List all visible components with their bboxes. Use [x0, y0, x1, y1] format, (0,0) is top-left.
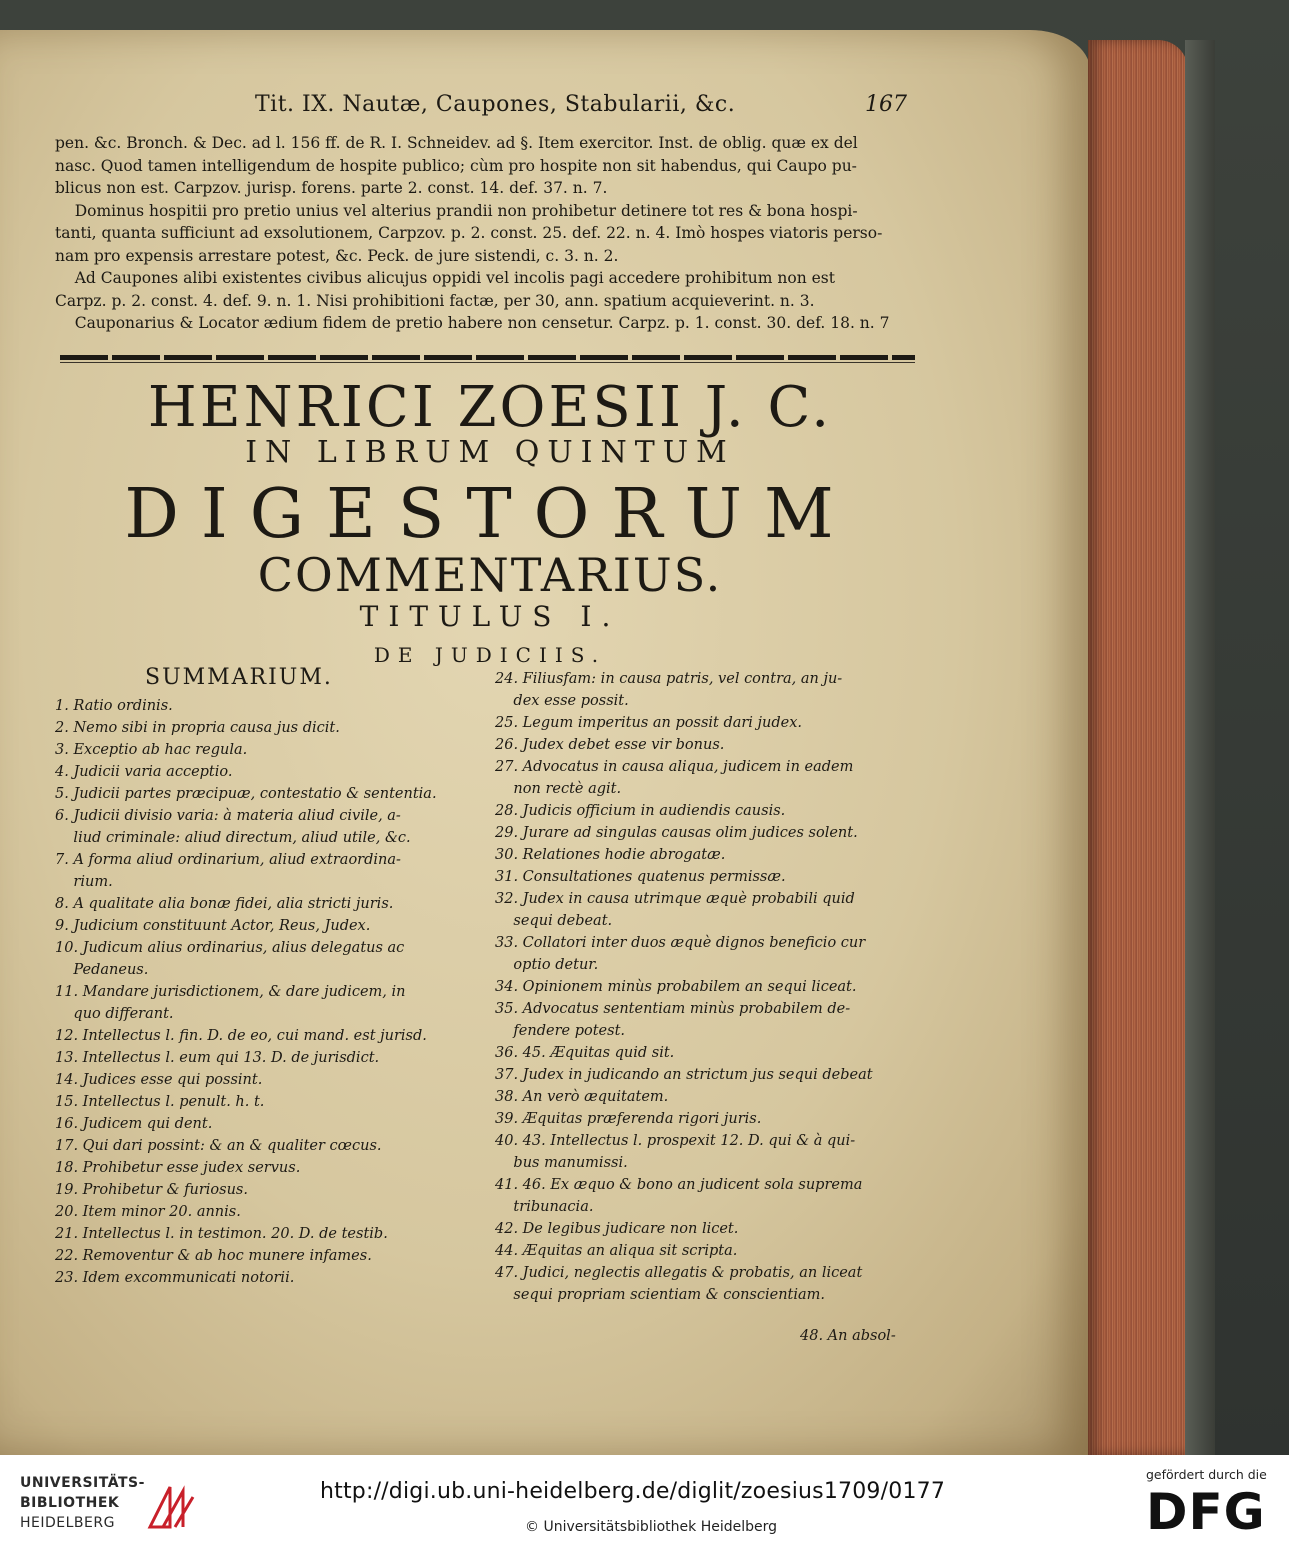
text-line: blicus non est. Carpzov. jurisp. forens. parte 2. const. 14. def. 37. n. 7. — [55, 179, 608, 197]
summary-entry: dex esse possit. — [495, 693, 629, 709]
text-line: nam pro expensis arrestare potest, &c. Peck. de jure sistendi, c. 3. n. 2. — [55, 246, 619, 265]
summary-entry: 36. 45. Æquitas quid sit. — [495, 1045, 675, 1061]
footer-bar — [0, 1455, 1289, 1550]
summary-entry: bus manumissi. — [495, 1155, 628, 1171]
summary-entry: 33. Collatori inter duos æquè dignos beneficio cur — [495, 935, 866, 951]
summary-entry: 18. Prohibetur esse judex servus. — [55, 1160, 301, 1176]
summary-entry: 17. Qui dari possint: & an & qualiter cœcus. — [55, 1138, 382, 1154]
summary-entry: tribunacia. — [495, 1199, 594, 1215]
summary-entry: 24. Filiusfam: in causa patris, vel contra, an ju- — [495, 671, 843, 687]
page-number: 167 — [865, 92, 907, 117]
ornamental-rule — [60, 355, 915, 360]
summary-entry: 35. Advocatus sententiam minùs probabilem de- — [495, 1001, 851, 1017]
summary-entry: 12. Intellectus l. fin. D. de eo, cui mand. est jurisd. — [55, 1028, 427, 1044]
summary-entry: 32. Judex in causa utrimque æquè probabili quid — [495, 891, 855, 907]
summary-entry: 10. Judicum alius ordinarius, alius delegatus ac — [55, 940, 405, 956]
summary-entry: 22. Removentur & ab hoc munere infames. — [55, 1248, 372, 1264]
summary-entry: 8. A qualitate alia bonæ fidei, alia stricti juris. — [55, 896, 394, 912]
heading-titulus: TITULUS I. — [359, 600, 621, 633]
summary-entry: sequi propriam scientiam & conscientiam. — [495, 1287, 826, 1303]
subtitle-in-librum: IN LIBRUM QUINTUM — [245, 435, 735, 470]
summary-entry: 19. Prohibetur & furiosus. — [55, 1182, 248, 1198]
text-line: nasc. Quod tamen intelligendum de hospite publico; cùm pro hospite non sit habendus, qui Caupo pu- — [55, 156, 857, 175]
summary-right-column — [495, 668, 925, 1306]
book-spine — [1185, 40, 1215, 1455]
library-mark-icon — [145, 1477, 195, 1533]
author-heading: HENRICI ZOESII J. C. — [147, 375, 833, 440]
text-line: pen. &c. Bronch. & Dec. ad l. 156 ff. de R. I. Schneidev. ad §. Item exercitor. Inst. de oblig. quæ ex del — [55, 134, 858, 152]
library-name-line2: BIBLIOTHEK — [20, 1495, 120, 1511]
heading-commentarius: COMMENTARIUS. — [257, 548, 723, 602]
library-name-line3: HEIDELBERG — [20, 1515, 115, 1531]
summary-entry: 23. Idem excommunicati notorii. — [55, 1270, 295, 1286]
summary-entry: 37. Judex in judicando an strictum jus sequi debeat — [495, 1067, 873, 1083]
text-line: Ad Caupones alibi existentes civibus alicujus oppidi vel incolis pagi accedere prohibitum non est — [55, 269, 835, 287]
summary-entry: 7. A forma aliud ordinarium, aliud extraordina- — [55, 852, 401, 868]
summary-entry: 15. Intellectus l. penult. h. t. — [55, 1094, 265, 1110]
library-logo[interactable] — [20, 1475, 200, 1535]
summary-entry: 25. Legum imperitus an possit dari judex. — [495, 715, 803, 731]
summary-entry: rium. — [55, 874, 113, 890]
summary-entry: Pedaneus. — [55, 962, 149, 978]
summary-entry: 30. Relationes hodie abrogatæ. — [495, 847, 726, 863]
top-paragraphs — [55, 132, 890, 335]
summary-entry: optio detur. — [495, 957, 599, 973]
summary-entry: 28. Judicis officium in audiendis causis. — [495, 803, 786, 819]
summary-entry: 47. Judici, neglectis allegatis & probatis, an liceat — [495, 1265, 863, 1281]
summary-entry: 1. Ratio ordinis. — [55, 698, 173, 714]
summary-entry: liud criminale: aliud directum, aliud utile, &c. — [55, 830, 411, 846]
text-line: Cauponarius & Locator ædium fidem de pretio habere non censetur. Carpz. p. 1. const. 30. def. 18. n. 7 — [55, 314, 890, 332]
heading-subject: DE JUDICIIS. — [373, 643, 607, 667]
summary-entry: 42. De legibus judicare non licet. — [495, 1221, 739, 1237]
summary-entry: 6. Judicii divisio varia: à materia aliud civile, a- — [55, 808, 401, 824]
summarium-heading: SUMMARIUM. — [145, 665, 333, 690]
summary-entry: 20. Item minor 20. annis. — [55, 1204, 241, 1220]
summary-entry: 38. An verò æquitatem. — [495, 1089, 669, 1105]
summary-entry: 41. 46. Ex æquo & bono an judicent sola suprema — [495, 1177, 863, 1193]
catchword: 48. An absol- — [800, 1328, 896, 1344]
summary-entry: 31. Consultationes quatenus permissæ. — [495, 869, 786, 885]
summary-entry: 13. Intellectus l. eum qui 13. D. de jurisdict. — [55, 1050, 380, 1066]
library-name-line1: UNIVERSITÄTS- — [20, 1475, 145, 1491]
summary-entry: 39. Æquitas præferenda rigori juris. — [495, 1111, 762, 1127]
summary-entry: 34. Opinionem minùs probabilem an sequi liceat. — [495, 979, 857, 995]
funding-note: gefördert durch die — [1146, 1467, 1267, 1482]
summary-entry: fendere potest. — [495, 1023, 626, 1039]
summary-entry: sequi debeat. — [495, 913, 613, 929]
summary-entry: 2. Nemo sibi in propria causa jus dicit. — [55, 720, 340, 736]
summary-left-column — [55, 695, 475, 1289]
running-title: Tit. IX. Nautæ, Caupones, Stabularii, &c. — [255, 92, 736, 117]
summary-entry: 5. Judicii partes præcipuæ, contestatio & sententia. — [55, 786, 437, 802]
summary-entry: 9. Judicium constituunt Actor, Reus, Judex. — [55, 918, 371, 934]
summary-entry: 27. Advocatus in causa aliqua, judicem in eadem — [495, 759, 854, 775]
thin-rule — [60, 362, 915, 363]
summary-entry: 44. Æquitas an aliqua sit scripta. — [495, 1243, 738, 1259]
page-edges — [1088, 40, 1188, 1455]
text-line: tanti, quanta sufficiunt ad exsolutionem, Carpzov. p. 2. const. 25. def. 22. n. 4. Imò hospes viatoris perso- — [55, 224, 883, 242]
copyright-notice: © Universitätsbibliothek Heidelberg — [525, 1519, 778, 1535]
summary-entry: quo differant. — [55, 1006, 174, 1022]
summary-entry: 4. Judicii varia acceptio. — [55, 764, 233, 780]
summary-entry: 3. Exceptio ab hac regula. — [55, 742, 248, 758]
text-line: Dominus hospitii pro pretio unius vel alterius prandii non prohibetur detinere tot res & bona hospi- — [55, 201, 858, 220]
summary-entry: 16. Judicem qui dent. — [55, 1116, 213, 1132]
summary-entry: 11. Mandare jurisdictionem, & dare judicem, in — [55, 984, 406, 1000]
summary-entry: 21. Intellectus l. in testimon. 20. D. de testib. — [55, 1226, 388, 1242]
text-line: Carpz. p. 2. const. 4. def. 9. n. 1. Nisi prohibitioni factæ, per 30, ann. spatium acquieverint. n. 3. — [55, 291, 815, 310]
summary-entry: 26. Judex debet esse vir bonus. — [495, 737, 725, 753]
summary-entry: 14. Judices esse qui possint. — [55, 1072, 263, 1088]
page-text — [55, 90, 925, 1360]
permalink-url[interactable]: http://digi.ub.uni-heidelberg.de/diglit/zoesius1709/0177 — [320, 1479, 946, 1504]
heading-digestorum: DIGESTORUM — [124, 475, 856, 554]
summary-entry: non rectè agit. — [495, 781, 622, 797]
summary-entry: 40. 43. Intellectus l. prospexit 12. D. qui & à qui- — [495, 1133, 856, 1149]
dfg-logo[interactable]: DFG — [1146, 1483, 1266, 1541]
summary-entry: 29. Jurare ad singulas causas olim judices solent. — [495, 825, 858, 841]
